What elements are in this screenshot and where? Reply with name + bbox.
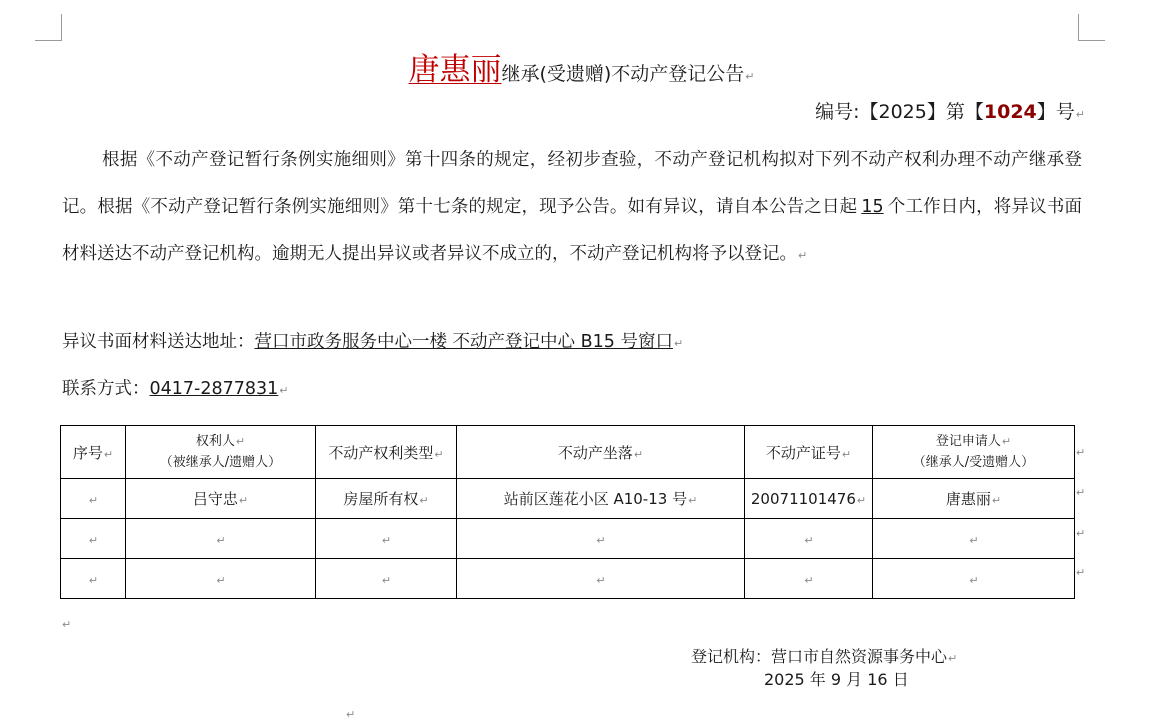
notice-date: 2025 年 9 月 16 日 xyxy=(764,670,909,689)
header-serial: 序号↵ xyxy=(61,426,126,479)
doc-number-middle: 】第【 xyxy=(926,101,984,123)
property-table xyxy=(60,425,1075,599)
header-right-holder: 权利人↵ （被继承人/遗赠人） xyxy=(126,426,316,479)
contact-label: 联系方式： xyxy=(62,379,150,399)
doc-number-prefix: 编号:【 xyxy=(815,101,879,123)
table-cell: ↵ xyxy=(316,559,457,599)
table-cell: 房屋所有权↵ xyxy=(316,479,457,519)
table-cell: 吕守忠↵ xyxy=(126,479,316,519)
paragraph-mark: ↵ xyxy=(279,384,289,397)
table-cell: ↵ xyxy=(61,479,126,519)
notice-body xyxy=(62,137,1082,279)
paragraph-mark: ↵ xyxy=(673,337,684,350)
header-applicant: 登记申请人↵ （继承人/受遗赠人） xyxy=(873,426,1075,479)
doc-number-suffix: 】号 xyxy=(1036,101,1075,123)
table-cell: ↵ xyxy=(873,559,1075,599)
document-number xyxy=(815,97,1085,124)
objection-days: 15 xyxy=(861,197,884,217)
authority-name: 登记机构：营口市自然资源事务中心 xyxy=(691,647,948,666)
row-end-mark: ↵ xyxy=(1076,486,1086,499)
paragraph-mark: ↵ xyxy=(62,618,72,631)
applicant-name: 唐惠丽 xyxy=(408,52,502,88)
doc-number-value: 1024 xyxy=(983,101,1037,123)
table-cell: ↵ xyxy=(745,559,873,599)
table-cell: ↵ xyxy=(873,519,1075,559)
paragraph-mark: ↵ xyxy=(1075,108,1085,121)
table-cell: 20071101476↵ xyxy=(745,479,873,519)
table-cell: ↵ xyxy=(126,559,316,599)
paragraph-mark: ↵ xyxy=(745,70,755,83)
paragraph-mark: ↵ xyxy=(798,249,808,262)
registration-authority: 登记机构：营口市自然资源事务中心↵ xyxy=(691,647,958,666)
table-cell: ↵ xyxy=(745,519,873,559)
table-row xyxy=(61,519,1075,559)
address-label: 异议书面材料送达地址： xyxy=(62,332,255,352)
table-cell: 站前区莲花小区 A10-13 号↵ xyxy=(457,479,745,519)
row-end-mark: ↵ xyxy=(1076,446,1086,459)
table-row xyxy=(61,479,1075,519)
table-cell: ↵ xyxy=(61,559,126,599)
address-value: 营口市政务服务中心一楼 不动产登记中心 B15 号窗口 xyxy=(254,332,673,352)
table-cell: ↵ xyxy=(126,519,316,559)
body-text-part2: 个工作日内，将异议书面材料送达不动产登记机构。逾期无人提出异议或者异议不成立的，不动产登记机构将予以登记。 xyxy=(62,197,1083,264)
crop-mark-top-right xyxy=(1078,14,1105,41)
row-end-mark: ↵ xyxy=(1076,566,1086,579)
table-cell: 唐惠丽↵ xyxy=(873,479,1075,519)
notice-title xyxy=(0,44,1163,89)
objection-address xyxy=(62,328,683,353)
row-end-mark: ↵ xyxy=(1076,527,1086,540)
table-cell: ↵ xyxy=(457,559,745,599)
header-certificate-no: 不动产证号↵ xyxy=(745,426,873,479)
title-text: 继承(受遗赠)不动产登记公告 xyxy=(501,63,745,85)
header-location: 不动产坐落↵ xyxy=(457,426,745,479)
body-text-part1: 根据《不动产登记暂行条例实施细则》第十四条的规定，经初步查验，不动产登记机构拟对下列不动产权利办理不动产继承登记。根据《不动产登记暂行条例实施细则》第十七条的规定，现予公告。如有异议，请自本公告之日起 xyxy=(62,150,1082,217)
doc-number-year: 2025 xyxy=(878,101,927,123)
contact-info xyxy=(62,375,289,400)
paragraph-mark: ↵ xyxy=(346,708,356,721)
table-cell: ↵ xyxy=(457,519,745,559)
crop-mark-top-left xyxy=(35,14,62,41)
table-cell: ↵ xyxy=(61,519,126,559)
header-right-type: 不动产权利类型↵ xyxy=(316,426,457,479)
table-row xyxy=(61,559,1075,599)
table-cell: ↵ xyxy=(316,519,457,559)
contact-phone: 0417-2877831 xyxy=(149,379,279,399)
table-header-row xyxy=(61,426,1075,479)
